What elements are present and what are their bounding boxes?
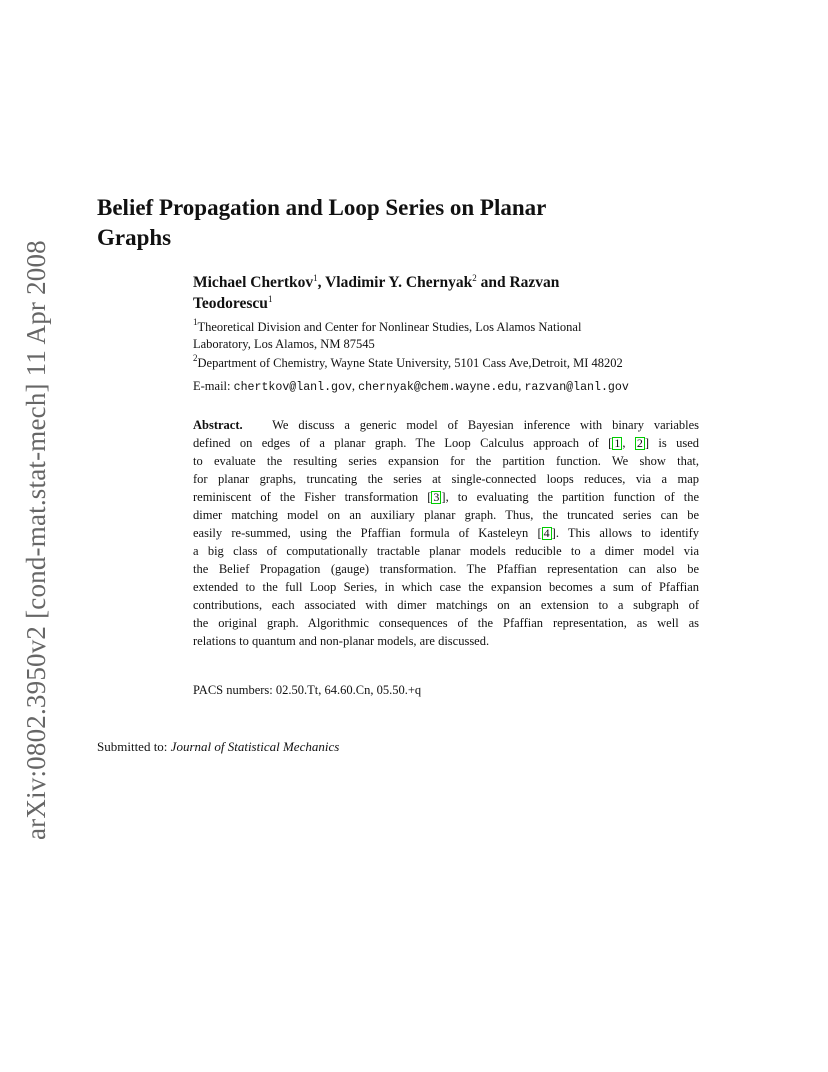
author-affil-mark: 1 <box>313 273 318 283</box>
abstract-line: for planar graphs, truncating the series at single-connected loops reduces, via a map <box>193 472 699 486</box>
submission-note <box>97 739 339 755</box>
email-link[interactable]: razvan@lanl.gov <box>524 381 629 394</box>
author-name: Teodorescu <box>193 295 268 312</box>
author-name: , Vladimir Y. Chernyak <box>317 274 473 291</box>
affiliation-1 <box>193 319 713 353</box>
arxiv-identifier: arXiv:0802.3950v2 [cond-mat.stat-mech] 11 Apr 2008 <box>21 240 51 840</box>
author-line-1 <box>193 272 713 293</box>
abstract-line: the Belief Propagation (gauge) transformation. The Pfaffian representation can also be <box>193 562 699 576</box>
author-name: and Razvan <box>476 274 560 291</box>
abstract-line: the original graph. Algorithmic consequences of the Pfaffian representation, as well as <box>193 616 699 630</box>
abstract-line: extended to the full Loop Series, in which case the expansion becomes a sum of Pfaffian <box>193 580 699 594</box>
abstract <box>193 416 699 650</box>
affil-mark: 2 <box>193 353 198 363</box>
citation-link[interactable]: 4 <box>543 526 550 540</box>
email-line <box>193 379 629 394</box>
author-name: Michael Chertkov <box>193 274 314 291</box>
author-line-2 <box>193 293 713 314</box>
citation-link[interactable]: 2 <box>636 436 643 450</box>
citation-link[interactable]: 3 <box>433 490 440 504</box>
title-line-1: Belief Propagation and Loop Series on Planar <box>97 195 547 220</box>
abstract-line: relations to quantum and non-planar models, are discussed. <box>193 634 490 648</box>
email-link[interactable]: chernyak@chem.wayne.edu <box>358 381 519 394</box>
abstract-line: Abstract. We discuss a generic model of Bayesian inference with binary variables <box>193 418 700 432</box>
paper-title <box>97 193 717 253</box>
affil-mark: 1 <box>193 317 198 327</box>
title-line-2: Graphs <box>97 225 172 250</box>
author-list <box>193 272 713 314</box>
abstract-line: reminiscent of the Fisher transformation [ 3 ], to evaluating the partition function of the <box>193 490 699 504</box>
journal-name: Journal of Statistical Mechanics <box>170 739 340 754</box>
citation-link[interactable]: 1 <box>614 436 621 450</box>
abstract-line: dimer matching model on an auxiliary planar graph. Thus, the truncated series can be <box>193 508 699 522</box>
affil-text: Department of Chemistry, Wayne State University, 5101 Cass Ave,Detroit, MI 48202 <box>197 356 623 370</box>
submitted-label: Submitted to: <box>97 739 171 754</box>
abstract-line: contributions, each associated with dimer matchings on an extension to a subgraph of <box>193 598 699 612</box>
author-affil-mark: 1 <box>267 294 273 304</box>
abstract-line: to evaluate the resulting series expansion for the partition function. We show that, <box>193 454 699 468</box>
affiliation-2 <box>193 355 753 372</box>
email-label: E-mail: <box>193 379 234 393</box>
abstract-line: defined on edges of a planar graph. The Loop Calculus approach of [ 1 , 2 ] is used <box>193 436 699 450</box>
abstract-label: Abstract. <box>193 418 243 432</box>
pacs-numbers: PACS numbers: 02.50.Tt, 64.60.Cn, 05.50.+q <box>193 683 422 697</box>
affil-text: Laboratory, Los Alamos, NM 87545 <box>193 337 375 351</box>
abstract-line: easily re-summed, using the Pfaffian formula of Kasteleyn [ 4 ]. This allows to identify <box>193 526 699 540</box>
affil-text: Theoretical Division and Center for Nonlinear Studies, Los Alamos National <box>197 320 582 334</box>
email-separator: , <box>518 379 525 393</box>
author-affil-mark: 2 <box>472 273 477 283</box>
email-link[interactable]: chertkov@lanl.gov <box>233 381 352 394</box>
email-separator: , <box>351 379 359 393</box>
abstract-line: a big class of computationally tractable planar models reducible to a dimer model via <box>193 544 699 558</box>
